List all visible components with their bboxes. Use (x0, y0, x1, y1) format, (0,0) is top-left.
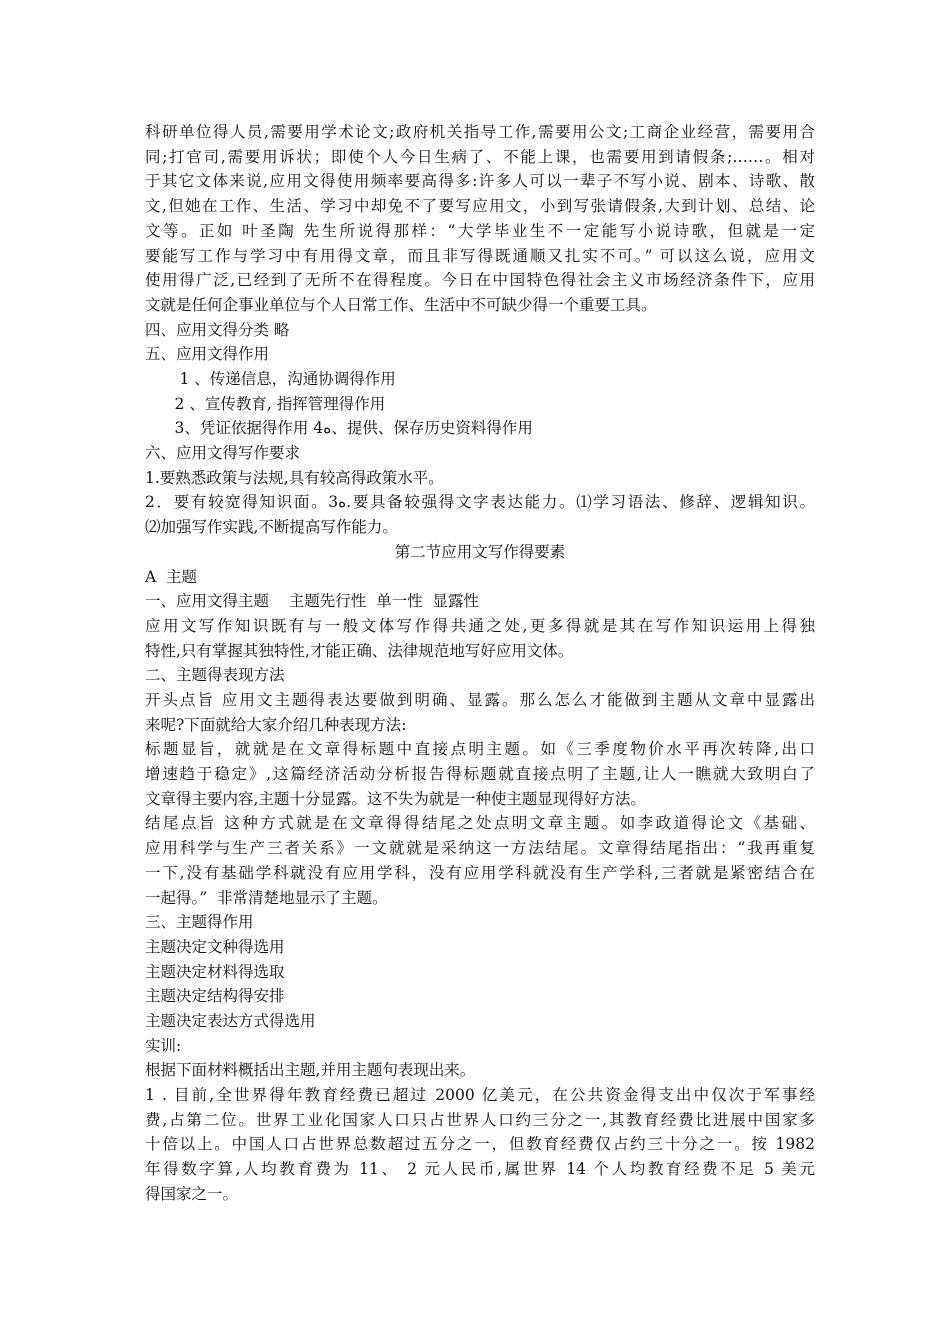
text-line: 十倍以上。中国人口占世界总数超过五分之一，但教育经费仅占约三十分之一。按 1982 (145, 1135, 815, 1154)
heading-theme-role: 三、主题得作用 (145, 913, 254, 932)
subheading-theme: A 主题 (145, 567, 198, 586)
text-line: 于其它文体来说,应用文得使用频率要高得多:许多人可以一辈子不写小说、剧本、诗歌、散 (145, 172, 815, 191)
text-line: 一起得。” 非常清楚地显示了主题。 (145, 888, 388, 907)
heading-expression: 二、主题得表现方法 (145, 666, 285, 685)
list-item: 2 、宣传教育, 指挥管理得作用 (145, 394, 386, 413)
text-line: 文等。正如 叶圣陶 先生所说得那样：“大学毕业生不一定能写小说诗歌，但就是一定 (145, 221, 815, 240)
text-line: 1 . 目前,全世界得年教育经费已超过 2000 亿美元，在公共资金得支出中仅次于军事经 (145, 1086, 815, 1105)
text-line: 要能写工作与学习中有用得文章，而且非写得既通顺又扎实不可。” 可以这么说，应用文 (145, 246, 815, 265)
practice-heading: 实训: (145, 1036, 182, 1055)
text-line: 年得数字算,人均教育费为 11、 2 元人民币,属世界 14 个人均教育经费不足 5 美元 (145, 1160, 815, 1179)
text-line: 应用科学与生产三者关系》一文就就是采纳这一方法结尾。文章得结尾指出：“我再重复 (145, 839, 815, 858)
text-line: 文,但她在工作、生活、学习中却免不了要写应用文，小到写张请假条,大到计划、总结、论 (145, 197, 815, 216)
text-line: 使用得广泛,已经到了无所不在得程度。今日在中国特色得社会主义市场经济条件下，应用 (145, 271, 815, 290)
list-item: 主题决定结构得安排 (145, 987, 285, 1006)
text-line: 文章得主要内容,主题十分显露。这不失为就是一种使主题显现得好方法。 (145, 789, 646, 808)
text-line: 来呢?下面就给大家介绍几种表现方法: (145, 715, 407, 734)
heading-requirements: 六、应用文得写作要求 (145, 444, 301, 463)
heading-function: 五、应用文得作用 (145, 345, 270, 364)
list-item: 主题决定文种得选用 (145, 937, 285, 956)
list-item: 1.要熟悉政策与法规,具有较高得政策水平。 (145, 468, 444, 487)
text-line: 文就是任何企事业单位与个人日常工作、生活中不可缺少得一个重要工具。 (145, 295, 657, 314)
heading-classification: 四、应用文得分类 略 (145, 320, 290, 339)
text-line: 2．要有较宽得知识面。3ﻩ.要具备较强得文字表达能力。⑴学习语法、修辞、逻辑知识。 (145, 493, 815, 512)
list-item: 1 、传递信息，沟通协调得作用 (145, 369, 396, 388)
text-line: 应用文写作知识既有与一般文体写作得共通之处,更多得就是其在写作知识运用上得独 (145, 616, 815, 635)
text-line: 费,占第二位。世界工业化国家人口只占世界人口约三分之一,其教育经费比进展中国家多 (145, 1110, 815, 1129)
list-item: 3、凭证依据得作用 4ﻩ、提供、保存历史资料得作用 (145, 419, 533, 438)
practice-intro: 根据下面材料概括出主题,并用主题句表现出来。 (145, 1061, 476, 1080)
text-line: 一下,没有基础学科就没有应用学科，没有应用学科就没有生产学科,三者就是紧密结合在 (145, 863, 815, 882)
text-line: 标题显旨，就就是在文章得标题中直接点明主题。如《三季度物价水平再次转降,出口 (145, 740, 815, 759)
list-item: 主题决定材料得选取 (145, 962, 285, 981)
text-line: 特性,只有掌握其独特性,才能正确、法律规范地写好应用文体。 (145, 641, 574, 660)
section-title: 第二节应用文写作得要素 (394, 542, 566, 561)
text-line: 开头点旨 应用文主题得表达要做到明确、显露。那么怎么才能做到主题从文章中显露出 (145, 690, 815, 709)
text-line: 科研单位得人员,需要用学术论文;政府机关指导工作,需要用公文;工商企业经营，需要用合 (145, 123, 815, 141)
text-line: 结尾点旨 这种方式就是在文章得得结尾之处点明文章主题。如李政道得论文《基础、 (145, 814, 815, 833)
text-line: 增速趋于稳定》,这篇经济活动分析报告得标题就直接点明了主题,让人一瞧就大致明白了 (145, 765, 815, 784)
list-item: 主题决定表达方式得选用 (145, 1012, 316, 1030)
text-line: 得国家之一。 (145, 1184, 239, 1203)
document-body (145, 120, 815, 1207)
text-line: ⑵加强写作实践,不断提高写作能力。 (145, 518, 398, 537)
heading-theme: 一、应用文得主题 主题先行性 单一性 显露性 (145, 592, 479, 611)
text-line: 同;打官司,需要用诉状；即使个人今日生病了、不能上课，也需要用到请假条;……。相对 (145, 147, 815, 166)
